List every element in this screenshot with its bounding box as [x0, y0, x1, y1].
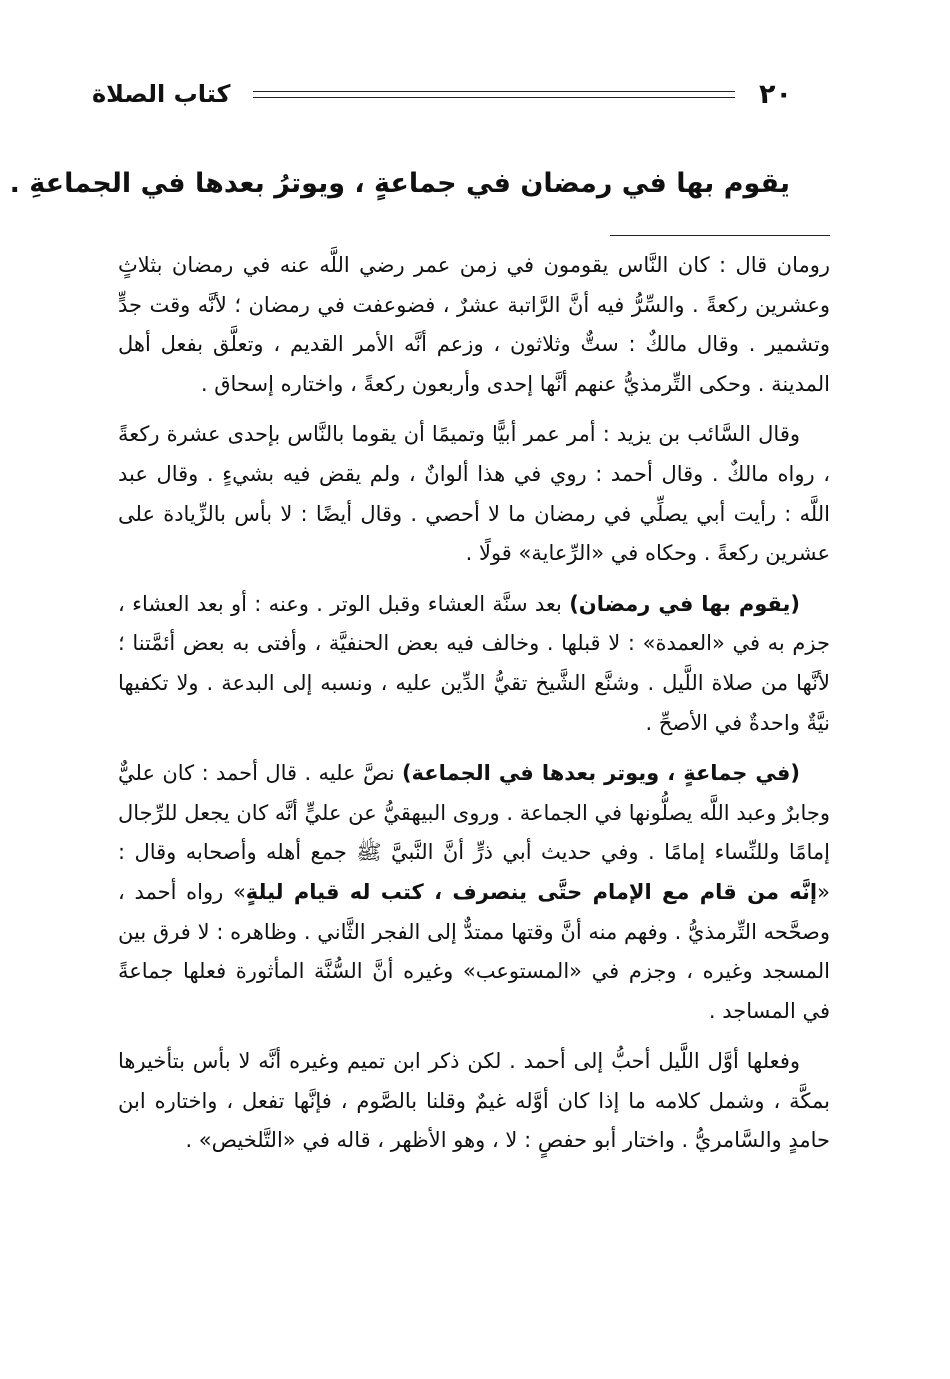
book-title: كتاب الصلاة [92, 80, 231, 108]
commentary-text: بعد سنَّة العشاء وقبل الوتر . وعنه : أو بعد العشاء ، جزم به في «العمدة» : لا قبلها . وخالف فيه بعض الحنفيَّة ، وأفتى به بعض أئمَّتنا ؛ لأنَّها من صلاة اللَّيل . وشنَّع الشَّيخ تقيُّ الدِّين عليه ، ونسبه إلى البدعة . ولا تكفيها نيَّةٌ واحدةٌ في الأصحِّ . [118, 591, 830, 735]
commentary-text: » رواه أحمد ، وصحَّحه التِّرمذيُّ . وفهم منه أنَّ وقتها ممتدٌّ إلى الفجر الثَّاني . وظاهره : لا فرق بين المسجد وغيره ، وجزم في «المستوعب» وغيره أنَّ السُّنَّة المأثورة فعلها جماعةً في المساجد . [118, 879, 830, 1023]
commentary-paragraph-2: وقال السَّائب بن يزيد : أمر عمر أبيًّا وتميمًا أن يقوما بالنَّاس بإحدى عشرة ركعةً ، رواه مالكٌ . وقال أحمد : روي في هذا ألوانٌ ، ولم يقض فيه بشيءٍ . وقال عبد اللَّه : رأيت أبي يصلِّي في رمضان ما لا أحصي . وقال أيضًا : لا بأس بالزِّيادة على عشرين ركعةً . وحكاه في «الرِّعاية» قولًا . [118, 422, 830, 566]
commentary-text: نصَّ عليه . قال أحمد : كان عليٌّ وجابرٌ وعبد اللَّه يصلُّونها في الجماعة . وروى البيهقيُّ عن عليٍّ أنَّه كان يجعل للرِّجال إمامًا وللنِّساء إمامًا . وفي حديث أبي ذرٍّ أنَّ النَّبيَّ ﷺ جمع أهله وأصحابه وقال : « [118, 761, 830, 904]
header-double-rule [253, 91, 736, 98]
matn-separator-rule [610, 235, 830, 236]
running-header [92, 74, 792, 114]
commentary-paragraph-4 [118, 754, 830, 1031]
matn-quote: (يقوم بها في رمضان) [569, 591, 800, 616]
commentary-paragraph-3 [118, 585, 830, 743]
page-number: ٢٠ [759, 78, 792, 110]
commentary-paragraph-1: رومان قال : كان النَّاس يقومون في زمن عمر رضي اللَّه عنه في رمضان بثلاثٍ وعشرين ركعةً . والسِّرُّ فيه أنَّ الرَّاتبة عشرٌ ، فضوعفت في رمضان ؛ لأنَّه وقت جدٍّ وتشمير . وقال مالكٌ : ستٌّ وثلاثون ، وزعم أنَّه الأمر القديم ، وتعلَّق بفعل أهل المدينة . وحكى التِّرمذيُّ عنهم أنَّها إحدى وأربعون ركعةً ، واختاره إسحاق . [118, 253, 830, 396]
hadith-quote: إنَّه من قام مع الإمام حتَّى ينصرف ، كتب له قيام ليلةٍ [245, 879, 818, 904]
matn-text: يقوم بها في رمضان في جماعةٍ ، ويوترُ بعدها في الجماعةِ . [9, 168, 790, 199]
commentary-body [118, 246, 830, 1172]
commentary-paragraph-5: وفعلها أوَّل اللَّيل أحبُّ إلى أحمد . لكن ذكر ابن تميم وغيره أنَّه لا بأس بتأخيرها بمكَّة ، وشمل كلامه ما إذا كان أوَّله غيمٌ وقلنا بالصَّوم ، فإنَّها تفعل ، واختاره ابن حامدٍ والسَّامريُّ . واختار أبو حفصٍ : لا ، وهو الأظهر ، قاله في «التَّلخيص» . [118, 1049, 830, 1153]
matn-quote: (في جماعةٍ ، ويوتر بعدها في الجماعة) [401, 761, 801, 786]
